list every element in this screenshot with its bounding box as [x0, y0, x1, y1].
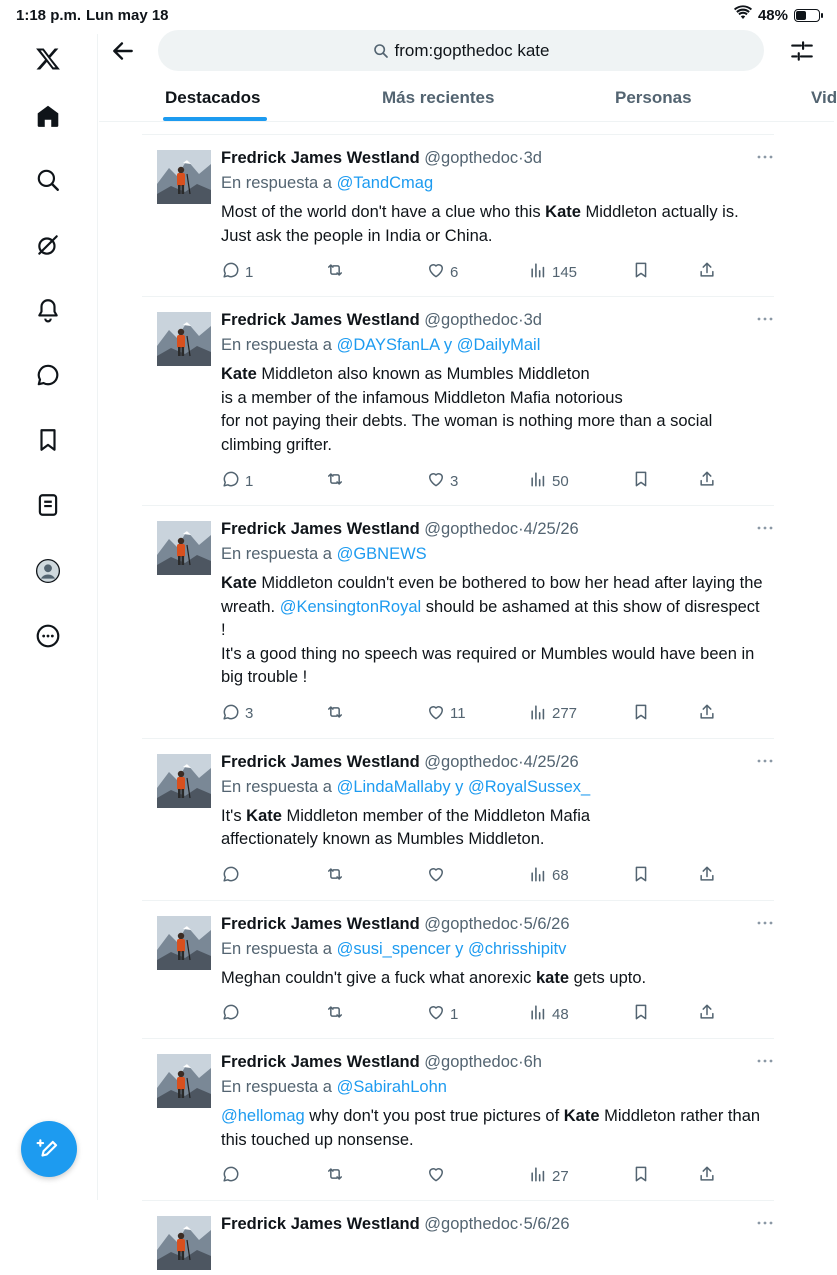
separator: ·	[518, 311, 524, 329]
separator: ·	[518, 752, 524, 771]
more-options-icon[interactable]	[756, 149, 774, 159]
tweet-actions	[221, 252, 764, 296]
author-handle[interactable]: @gopthedoc	[424, 520, 519, 538]
messages-icon[interactable]	[29, 356, 67, 394]
share-icon	[697, 260, 717, 284]
author-handle[interactable]: @gopthedoc	[424, 752, 519, 771]
separator: ·	[518, 1215, 524, 1233]
tab-videos[interactable]: Vid	[811, 88, 837, 107]
reply-prefix: En respuesta a	[221, 939, 332, 958]
views-button[interactable]	[528, 260, 577, 284]
share-button[interactable]	[697, 864, 717, 888]
tweet-text: @hellomag why don't you post true pictures of Kate Middleton rather than this touched up nonsense.	[221, 1107, 761, 1149]
author-name[interactable]: Fredrick James Westland	[221, 1215, 420, 1233]
bookmark-button[interactable]	[631, 469, 651, 493]
repost-icon	[325, 260, 345, 284]
like-count: 11	[450, 705, 466, 722]
like-button[interactable]	[426, 1002, 458, 1026]
repost-button[interactable]	[325, 260, 349, 284]
battery-percent: 48%	[757, 6, 788, 24]
x-logo-icon[interactable]	[29, 40, 67, 78]
views-icon	[528, 702, 548, 726]
repost-button[interactable]	[325, 864, 349, 888]
views-count: 27	[552, 1167, 569, 1185]
views-icon	[528, 1164, 548, 1188]
tweet[interactable]	[142, 738, 774, 900]
reply-count: 3	[245, 705, 254, 722]
reply-button[interactable]	[221, 1164, 245, 1188]
more-icon[interactable]	[29, 617, 67, 655]
like-icon	[426, 702, 446, 726]
tweet[interactable]	[142, 900, 774, 1039]
lists-icon[interactable]	[29, 486, 67, 524]
repost-button[interactable]	[325, 1002, 349, 1026]
author-name[interactable]: Fredrick James Westland	[221, 1053, 420, 1071]
views-button[interactable]	[528, 1002, 569, 1026]
tab-personas[interactable]: Personas	[615, 88, 692, 107]
reply-count: 1	[245, 263, 254, 281]
repost-icon	[325, 1164, 345, 1188]
home-icon[interactable]	[29, 97, 67, 135]
timestamp[interactable]: 5/6/26	[523, 1215, 570, 1233]
avatar[interactable]	[157, 521, 211, 575]
reply-button[interactable]	[221, 864, 245, 888]
search-field-icon	[373, 43, 389, 59]
views-button[interactable]	[528, 1164, 569, 1188]
separator: ·	[518, 520, 524, 538]
author-handle[interactable]: @gopthedoc	[424, 1215, 519, 1233]
share-button[interactable]	[697, 1002, 717, 1026]
search-icon[interactable]	[29, 161, 67, 199]
author-name[interactable]: Fredrick James Westland	[221, 149, 420, 167]
share-button[interactable]	[697, 1164, 717, 1188]
tweet-actions	[221, 1156, 764, 1200]
reply-button[interactable]	[221, 702, 253, 726]
profile-icon[interactable]	[29, 552, 67, 590]
author-name[interactable]: Fredrick James Westland	[221, 752, 420, 771]
like-count: 3	[450, 472, 459, 490]
share-icon	[697, 702, 717, 726]
reply-button[interactable]	[221, 260, 253, 284]
author-handle[interactable]: @gopthedoc	[424, 914, 519, 933]
tweet-header	[221, 148, 764, 168]
reply-to-mentions[interactable]: @SabirahLohn	[336, 1078, 447, 1096]
more-options-icon[interactable]	[756, 520, 774, 530]
like-button[interactable]	[426, 864, 450, 888]
repost-icon	[325, 864, 345, 888]
share-icon	[697, 1002, 717, 1026]
avatar[interactable]	[157, 1054, 211, 1108]
like-icon	[426, 1002, 446, 1026]
timestamp[interactable]: 4/25/26	[523, 752, 579, 771]
status-date: Lun may 18	[86, 7, 169, 24]
bookmark-icon	[631, 260, 651, 284]
reply-icon	[221, 469, 241, 493]
reply-to-mentions[interactable]: @GBNEWS	[336, 545, 427, 563]
reply-icon	[221, 1164, 241, 1188]
search-filter-icon[interactable]	[789, 38, 815, 64]
separator: ·	[518, 1053, 524, 1071]
sidebar	[0, 34, 98, 1200]
avatar[interactable]	[157, 150, 211, 204]
like-icon	[426, 260, 446, 284]
status-time: 1:18 p.m.	[16, 7, 82, 24]
views-count: 145	[552, 263, 578, 281]
bookmarks-icon[interactable]	[29, 421, 67, 459]
reply-icon	[221, 260, 241, 284]
repost-button[interactable]	[325, 1164, 349, 1188]
tweet-header	[221, 519, 764, 539]
separator: ·	[518, 914, 524, 933]
tweet-actions	[221, 461, 764, 505]
author-name[interactable]: Fredrick James Westland	[221, 914, 420, 933]
reply-context	[221, 334, 764, 356]
share-button[interactable]	[697, 260, 717, 284]
reply-to-mentions[interactable]: @DAYSfanLA y @DailyMail	[336, 336, 541, 354]
like-button[interactable]	[426, 260, 458, 284]
reply-prefix: En respuesta a	[221, 1078, 332, 1096]
bookmark-icon	[631, 864, 651, 888]
like-icon	[426, 469, 446, 493]
battery-icon	[794, 9, 820, 22]
compose-post-button[interactable]	[21, 1121, 77, 1177]
views-button[interactable]	[528, 864, 569, 888]
views-icon	[528, 260, 548, 284]
timestamp[interactable]: 6h	[523, 1053, 542, 1071]
like-button[interactable]	[426, 1164, 450, 1188]
views-count: 50	[552, 472, 569, 490]
avatar[interactable]	[157, 1216, 211, 1270]
share-icon	[697, 1164, 717, 1188]
tab-mas-recientes[interactable]: Más recientes	[382, 88, 495, 107]
avatar[interactable]	[157, 916, 211, 970]
tweet-actions	[221, 694, 764, 738]
more-options-icon[interactable]	[756, 1215, 774, 1225]
tweet-header	[221, 752, 764, 772]
tab-destacados[interactable]: Destacados	[165, 88, 261, 107]
battery-level-fill	[796, 11, 806, 20]
grok-icon[interactable]	[29, 226, 67, 264]
bookmark-button[interactable]	[631, 864, 651, 888]
reply-prefix: En respuesta a	[221, 174, 332, 192]
views-count: 277	[552, 705, 578, 722]
tweet-actions	[221, 994, 764, 1038]
status-bar	[0, 0, 834, 34]
views-icon	[528, 469, 548, 493]
reply-prefix: En respuesta a	[221, 336, 332, 354]
tweet-header	[221, 1214, 764, 1234]
reply-count: 1	[245, 472, 254, 490]
like-button[interactable]	[426, 469, 458, 493]
reply-context	[221, 776, 764, 798]
repost-button[interactable]	[325, 702, 349, 726]
reply-context	[221, 1076, 764, 1098]
back-arrow-icon[interactable]	[110, 38, 136, 64]
search-tabs	[99, 76, 837, 122]
author-handle[interactable]: @gopthedoc	[424, 311, 519, 329]
bookmark-button[interactable]	[631, 702, 651, 726]
reply-context	[221, 543, 764, 565]
author-handle[interactable]: @gopthedoc	[424, 149, 519, 167]
timestamp[interactable]: 3d	[523, 149, 542, 167]
bookmark-icon	[631, 702, 651, 726]
tweet[interactable]	[142, 1038, 774, 1200]
tweet-text: Meghan couldn't give a fuck what anorexic kate gets upto.	[221, 968, 647, 987]
author-name[interactable]: Fredrick James Westland	[221, 311, 420, 329]
like-button[interactable]	[426, 702, 466, 726]
like-icon	[426, 864, 446, 888]
wifi-icon	[734, 6, 752, 24]
share-icon	[697, 469, 717, 493]
reply-prefix: En respuesta a	[221, 545, 332, 563]
like-count: 6	[450, 263, 459, 281]
repost-button[interactable]	[325, 469, 349, 493]
tweet-header	[221, 914, 764, 934]
timestamp[interactable]: 4/25/26	[523, 520, 579, 538]
separator: ·	[518, 149, 524, 167]
like-count: 1	[450, 1005, 459, 1023]
share-button[interactable]	[697, 469, 717, 493]
bookmark-button[interactable]	[631, 1164, 651, 1188]
views-count: 68	[552, 867, 569, 884]
reply-to-mentions[interactable]: @TandCmag	[336, 174, 434, 192]
bookmark-icon	[631, 1164, 651, 1188]
reply-to-mentions[interactable]: @LindaMallaby y @RoyalSussex_	[336, 777, 591, 796]
tweet-text: Kate Middleton couldn't even be bothered to bow her head after laying the wreath. @KensingtonRoyal should be ashamed at this show of disrespect ! It's a good thing no speech was required or Mumbles would have been in big trouble !	[221, 574, 763, 686]
reply-context	[221, 172, 764, 194]
tweet-header	[221, 310, 764, 330]
reply-icon	[221, 864, 241, 888]
tweet-actions	[221, 856, 764, 900]
views-icon	[528, 1002, 548, 1026]
views-button[interactable]	[528, 702, 577, 726]
repost-icon	[325, 469, 345, 493]
reply-icon	[221, 1002, 241, 1026]
tweet[interactable]	[142, 1200, 774, 1234]
tweet[interactable]	[142, 505, 774, 738]
author-handle[interactable]: @gopthedoc	[424, 1053, 519, 1071]
tweet-text: Most of the world don't have a clue who this Kate Middleton actually is. Just ask the people in India or China.	[221, 203, 739, 245]
repost-icon	[325, 702, 345, 726]
timestamp[interactable]: 3d	[523, 311, 542, 329]
reply-icon	[221, 702, 241, 726]
bookmark-icon	[631, 469, 651, 493]
share-icon	[697, 864, 717, 888]
share-button[interactable]	[697, 702, 717, 726]
bookmark-button[interactable]	[631, 1002, 651, 1026]
tweet[interactable]	[142, 296, 774, 505]
avatar[interactable]	[157, 754, 211, 808]
bookmark-button[interactable]	[631, 260, 651, 284]
repost-icon	[325, 1002, 345, 1026]
reply-prefix: En respuesta a	[221, 777, 332, 796]
bookmark-icon	[631, 1002, 651, 1026]
more-options-icon[interactable]	[756, 1053, 774, 1063]
reply-to-mentions[interactable]: @susi_spencer y @chrisshipitv	[336, 939, 567, 958]
reply-context	[221, 938, 764, 960]
active-tab-indicator	[163, 117, 267, 121]
author-name[interactable]: Fredrick James Westland	[221, 520, 420, 538]
compose-post-icon	[36, 1136, 62, 1162]
like-icon	[426, 1164, 446, 1188]
search-results-feed	[142, 134, 774, 1234]
views-button[interactable]	[528, 469, 569, 493]
tweet-text: It's Kate Middleton member of the Middleton Mafia affectionately known as Mumbles Middleton.	[221, 806, 591, 848]
views-icon	[528, 864, 548, 888]
search-input[interactable]	[158, 30, 764, 71]
more-options-icon[interactable]	[756, 915, 774, 925]
more-options-icon[interactable]	[756, 753, 774, 763]
more-options-icon[interactable]	[756, 311, 774, 321]
tweet[interactable]	[142, 134, 774, 296]
avatar[interactable]	[157, 312, 211, 366]
views-count: 48	[552, 1005, 569, 1023]
timestamp[interactable]: 5/6/26	[523, 914, 570, 933]
reply-button[interactable]	[221, 469, 253, 493]
tweet-text: Kate Middleton also known as Mumbles Middleton is a member of the infamous Middleton Mafia notorious for not paying their debts. The woman is nothing more than a social climbing grifter.	[221, 365, 713, 454]
tweet-header	[221, 1052, 764, 1072]
notifications-icon[interactable]	[29, 291, 67, 329]
search-query: from:gopthedoc kate	[394, 40, 550, 60]
reply-button[interactable]	[221, 1002, 245, 1026]
